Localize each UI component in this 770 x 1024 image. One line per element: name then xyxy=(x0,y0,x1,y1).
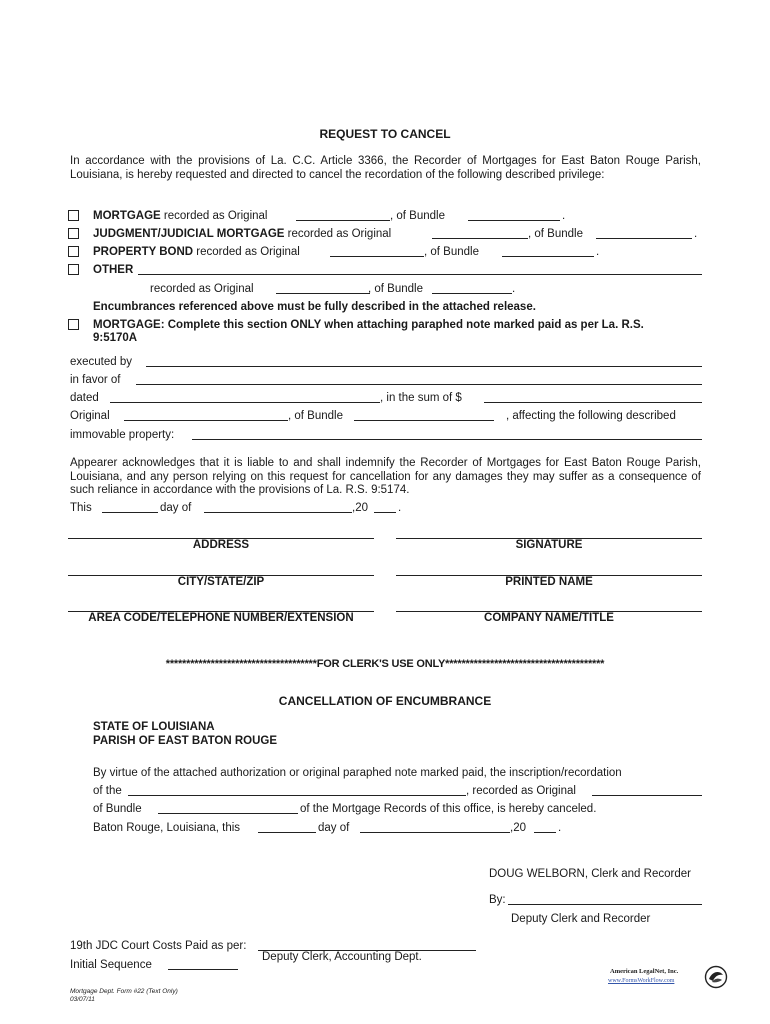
judgment-checkbox[interactable] xyxy=(68,228,79,239)
initial-sequence-label: Initial Sequence xyxy=(70,959,152,971)
cancellation-year-label: ,20 xyxy=(510,822,526,834)
dated-line[interactable] xyxy=(110,402,380,403)
bundle-label: , of Bundle xyxy=(288,410,343,422)
other-checkbox[interactable] xyxy=(68,264,79,275)
judgment-option-label: JUDGMENT/JUDICIAL MORTGAGE recorded as Original xyxy=(93,228,392,240)
original-label: Original xyxy=(70,410,110,422)
company-label: COMPANY NAME/TITLE xyxy=(484,612,614,624)
day-of-label: day of xyxy=(160,502,192,514)
paraphed-mortgage-statute: 9:5170A xyxy=(93,332,138,344)
cancellation-month-line[interactable] xyxy=(360,832,510,833)
immovable-line[interactable] xyxy=(192,439,702,440)
sum-line[interactable] xyxy=(484,402,702,403)
american-legalnet-logo xyxy=(604,964,728,990)
cancellation-title: CANCELLATION OF ENCUMBRANCE xyxy=(278,694,492,708)
judgment-bundle-line[interactable] xyxy=(596,238,692,239)
acknowledgement-paragraph: Appearer acknowledges that it is liable to and shall indemnify the Recorder of Mortgages for East Baton Rouge Parish, Louisiana, and any person relying on this request for cancellation for any damages they may suffer as a consequence of such reliance in accordance with the provisions of La. R.S. 9:5174. xyxy=(70,457,701,496)
of-the-line[interactable] xyxy=(128,795,466,796)
other-line[interactable] xyxy=(138,274,702,275)
court-costs-label: 19th JDC Court Costs Paid as per: xyxy=(70,940,247,952)
affecting-label: , affecting the following described xyxy=(506,410,676,422)
bond-checkbox[interactable] xyxy=(68,246,79,257)
in-favor-of-label: in favor of xyxy=(70,374,121,386)
bond-bundle-line[interactable] xyxy=(502,256,594,257)
cancellation-bundle-line[interactable] xyxy=(158,813,298,814)
baton-rouge-label: Baton Rouge, Louisiana, this xyxy=(93,822,241,834)
in-favor-of-line[interactable] xyxy=(136,384,702,385)
other-recorded-label: recorded as Original xyxy=(150,283,254,295)
month-line[interactable] xyxy=(204,512,352,513)
cancellation-day-of-label: day of xyxy=(318,822,350,834)
address-label: ADDRESS xyxy=(192,539,250,551)
bond-option-label: PROPERTY BOND recorded as Original xyxy=(93,246,300,258)
mortgage-records-label: of the Mortgage Records of this office, is hereby canceled. xyxy=(300,803,597,815)
cancellation-line1: By virtue of the attached authorization or original paraphed note marked paid, the inscription/recordation xyxy=(93,767,622,779)
other-bundle-label: , of Bundle xyxy=(368,283,423,295)
other-option-label: OTHER xyxy=(93,264,134,276)
mortgage-period: . xyxy=(562,210,566,222)
parish-label: PARISH OF EAST BATON ROUGE xyxy=(93,735,278,747)
other-bundle-line[interactable] xyxy=(432,293,512,294)
bond-original-line[interactable] xyxy=(330,256,424,257)
logo-emblem-icon xyxy=(704,965,728,989)
by-label: By: xyxy=(489,894,506,906)
original-line[interactable] xyxy=(124,420,288,421)
clerk-name: DOUG WELBORN, Clerk and Recorder xyxy=(489,868,691,880)
cancellation-bundle-label: of Bundle xyxy=(93,803,142,815)
by-line[interactable] xyxy=(508,904,702,905)
executed-by-label: executed by xyxy=(70,356,133,368)
mortgage-original-line[interactable] xyxy=(296,220,390,221)
judgment-original-line[interactable] xyxy=(432,238,528,239)
printed-name-label: PRINTED NAME xyxy=(505,576,593,588)
logo-name: American LegalNet, Inc. xyxy=(610,968,679,975)
encumbrance-note: Encumbrances referenced above must be fully described in the attached release. xyxy=(93,301,536,313)
judgment-period: . xyxy=(694,228,698,240)
bond-period: . xyxy=(596,246,600,258)
clerk-use-banner: *************************************FOR CLERK'S USE ONLY*************************************** xyxy=(165,658,605,670)
cancellation-original-line[interactable] xyxy=(592,795,702,796)
other-period: . xyxy=(512,283,516,295)
other-original-line[interactable] xyxy=(276,293,370,294)
judgment-bundle-label: , of Bundle xyxy=(528,228,583,240)
state-label: STATE OF LOUISIANA xyxy=(93,721,215,733)
mortgage-option-label: MORTGAGE recorded as Original xyxy=(93,210,268,222)
cancellation-recorded-label: , recorded as Original xyxy=(466,785,576,797)
paraphed-mortgage-label: MORTGAGE: Complete this section ONLY when attaching paraphed note marked paid as per La. R.S. xyxy=(93,319,644,331)
cancellation-year-line[interactable] xyxy=(534,832,556,833)
bond-bundle-label: , of Bundle xyxy=(424,246,479,258)
year-label: ,20 xyxy=(352,502,368,514)
signature-label: SIGNATURE xyxy=(515,539,583,551)
executed-by-line[interactable] xyxy=(146,366,702,367)
mortgage-bundle-line[interactable] xyxy=(468,220,560,221)
footer-date: 03/07/11 xyxy=(70,996,95,1003)
deputy-accounting-label: Deputy Clerk, Accounting Dept. xyxy=(262,951,422,963)
cancellation-day-line[interactable] xyxy=(258,832,316,833)
intro-paragraph: In accordance with the provisions of La. C.C. Article 3366, the Recorder of Mortgages for East Baton Rouge Parish, Louisiana, is hereby requested and directed to cancel the recordation of the following described privilege: xyxy=(70,155,701,181)
year-line[interactable] xyxy=(374,512,396,513)
initial-sequence-line[interactable] xyxy=(168,969,238,970)
sum-label: , in the sum of $ xyxy=(380,392,462,404)
dated-label: dated xyxy=(70,392,99,404)
form-title: REQUEST TO CANCEL xyxy=(319,127,451,141)
mortgage-checkbox[interactable] xyxy=(68,210,79,221)
of-the-label: of the xyxy=(93,785,122,797)
footer-form-number: Mortgage Dept. Form #22 (Text Only) xyxy=(70,988,178,995)
cancellation-period: . xyxy=(558,822,562,834)
phone-label: AREA CODE/TELEPHONE NUMBER/EXTENSION xyxy=(88,612,354,624)
logo-url: www.FormsWorkFlow.com xyxy=(608,978,675,984)
paraphed-mortgage-checkbox[interactable] xyxy=(68,319,79,330)
this-label: This xyxy=(70,502,92,514)
mortgage-bundle-label: , of Bundle xyxy=(390,210,445,222)
city-label: CITY/STATE/ZIP xyxy=(177,576,265,588)
this-day-line[interactable] xyxy=(102,512,158,513)
deputy-clerk-label: Deputy Clerk and Recorder xyxy=(511,913,651,925)
immovable-label: immovable property: xyxy=(70,429,175,441)
this-period: . xyxy=(398,502,402,514)
bundle-line[interactable] xyxy=(354,420,494,421)
